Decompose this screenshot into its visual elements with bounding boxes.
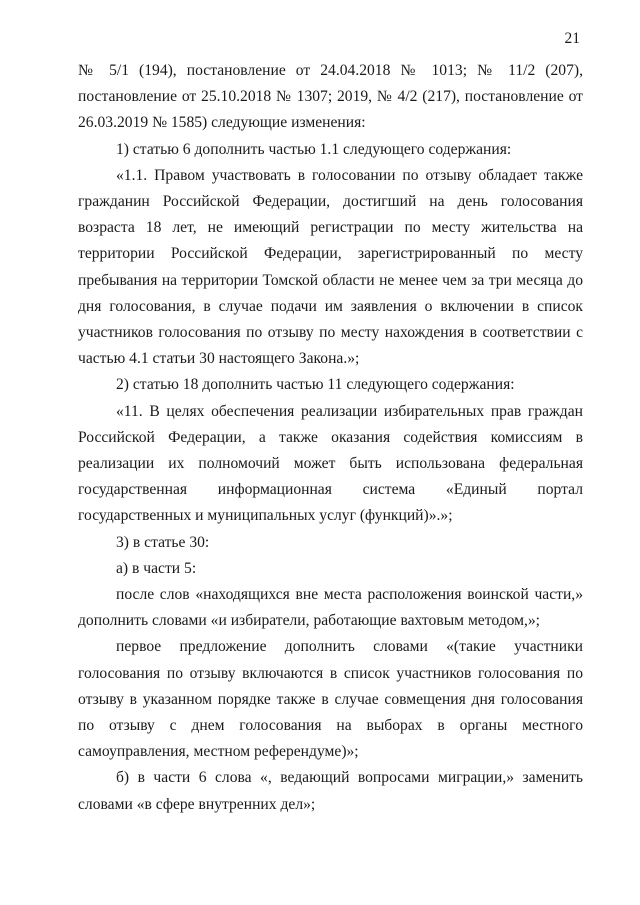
document-body [78,58,583,818]
paragraph-continuation: № 5/1 (194), постановление от 24.04.2018 № 1013; № 11/2 (207), постановление от 25.10.2018 № 1307; 2019, № 4/2 (217), постановление от 26.03.2019 № 1585) следующие изменения: [78,62,583,132]
paragraph-first-sentence: первое предложение дополнить словами «(такие участники голосования по отзыву включаются в список участников голосования по отзыву в указанном порядке также в случае совмещения дня голосования по отзыву с днем голосования на выборах в органы местного самоуправления, местном референдуме)»; [78,638,583,761]
paragraph-part-11-text: «11. В целях обеспечения реализации избирательных прав граждан Российской Федерации, а также оказания содействия комиссиям в реализации их полномочий может быть использована федеральная государственная информационная система «Единый портал государственных и муниципальных услуг (функций)».»; [78,402,583,525]
paragraph-subitem-b-part-6: б) в части 6 слова «, ведающий вопросами миграции,» заменить словами «в сфере внутренних дел»; [78,769,583,813]
paragraph-item-1-article-6: 1) статью 6 дополнить частью 1.1 следующего содержания: [116,140,512,158]
paragraph-after-words: после слов «находящихся вне места расположения воинской части,» дополнить словами «и избиратели, работающие вахтовым методом,»; [78,586,583,630]
paragraph-subitem-a-part-5: а) в части 5: [116,559,197,577]
paragraph-item-2-article-18: 2) статью 18 дополнить частью 11 следующего содержания: [116,376,515,394]
paragraph-part-1-1-text: «1.1. Правом участвовать в голосовании по отзыву обладает также гражданин Российской Федерации, достигший на день голосования возраста 18 лет, не имеющий регистрации по месту жительства на территории Российской Федерации, зарегистрированный по месту пребывания на территории Томской области не менее чем за три месяца до дня голосования, в случае подачи им заявления о включении в список участников голосования по отзыву по месту нахождения в соответствии с частью 4.1 статьи 30 настоящего Закона.»; [78,166,583,368]
paragraph-item-3-article-30: 3) в статье 30: [116,533,210,551]
page-number: 21 [564,30,580,47]
